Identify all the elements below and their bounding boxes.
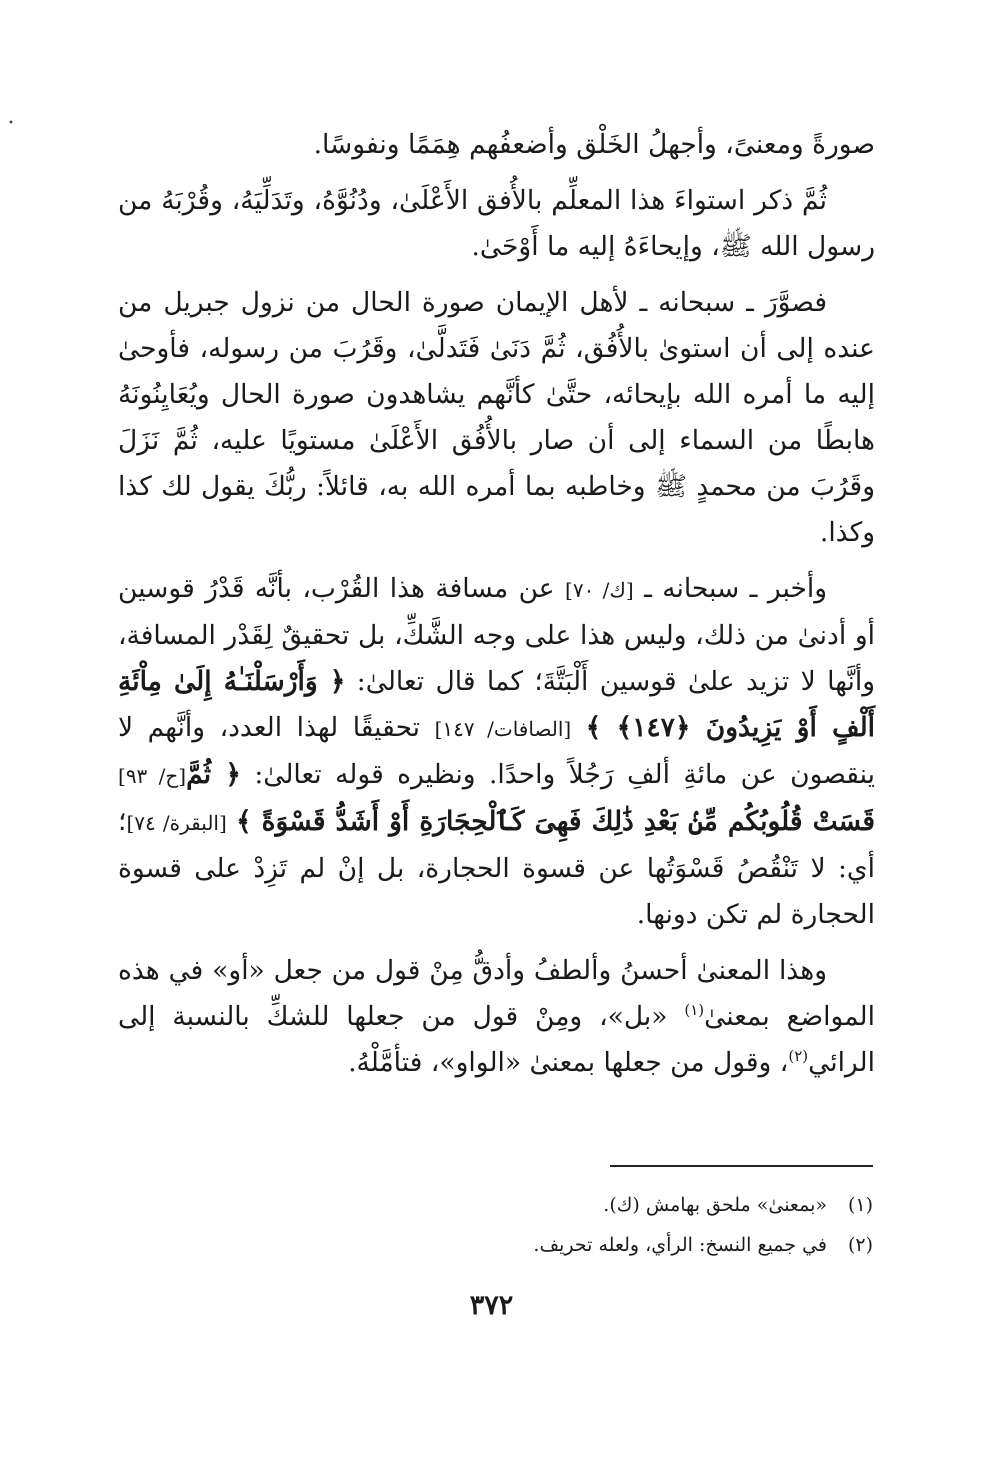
citation-ref: [ك/ ٧٠]	[565, 578, 634, 602]
margin-mark: •	[8, 118, 14, 129]
footnote-text: في جميع النسخ: الرأي، ولعله تحريف.	[533, 1234, 827, 1256]
text-run: تحقيقًا لهذا العدد، وأنَّهم لا ينقصون عن مائةِ ألفِ رَجُلاً واحدًا. ونظيره قوله تعالىٰ:	[118, 712, 876, 790]
footnote-marker: (٢)	[788, 1047, 809, 1066]
text-run: وأخبر ـ سبحانه ـ	[633, 573, 827, 604]
text-run: وهذا المعنىٰ أحسنُ وألطفُ وأدقُّ مِنْ قول من جعل «أو» في هذه المواضع بمعنىٰ	[118, 955, 875, 1032]
text-run: صورةً ومعنىً، وأجهلُ الخَلْق وأضعفُهم هِمَمًا ونفوسًا.	[313, 129, 875, 160]
footnote-text: «بمعنىٰ» ملحق بهامش (ك).	[603, 1194, 827, 1216]
citation-ref: [ح/ ٩٣]	[118, 764, 187, 788]
paragraph-2	[118, 178, 875, 270]
text-run: عن مسافة هذا القُرْب، بأنَّه قَدْرُ قوسين أو أدنىٰ من ذلك، وليس هذا على وجه الشَّكِّ، بل تحقيقٌ لِقَدْر المسافة، وأنَّها لا تزيد علىٰ قوسين أَلْبَتَّةَ؛ كما قال تعالىٰ:	[118, 573, 875, 697]
text-run: ثُمَّ ذكر استواءَ هذا المعلِّم بالأُفق الأَعْلَىٰ، ودُنُوَّهُ، وتَدَلِّيَهُ، وقُرْبَهُ من رسول الله ﷺ، وإيحاءَهُ إليه ما أَوْحَىٰ.	[118, 185, 875, 262]
footnote-1	[173, 1185, 873, 1225]
page-number: ٣٧٢	[469, 1290, 514, 1321]
quran-verse: ﴿ وَأَرْسَلْنَـٰهُ إِلَىٰ مِاْئَةِ أَلْفٍ أَوْ يَزِيدُونَ ﴿١٤٧﴾ ﴾	[118, 666, 876, 743]
footnote-number: (١)	[847, 1194, 873, 1216]
citation-ref: [الصافات/ ١٤٧]	[434, 717, 572, 741]
text-run	[227, 806, 236, 837]
paragraph-4	[118, 566, 875, 938]
paragraph-5	[118, 948, 875, 1086]
text-run: «بل»، ومِنْ قول من جعلها للشكِّ بالنسبة إلى الرائي	[118, 1001, 875, 1078]
footnote-number: (٢)	[847, 1234, 873, 1256]
text-run: فصوَّرَ ـ سبحانه ـ لأهل الإيمان صورة الحال من نزول جبريل من عنده إلى أن استوىٰ بالأُفُق، ثُمَّ دَنَىٰ فَتَدلَّىٰ، وقَرُبَ من رسوله، فأوحىٰ إليه ما أمره الله بإيحائه، حتَّىٰ كأنَّهم يشاهدون صورة الحال ويُعَايِنُونَهُ هابطًا من السماء إلى أن صار بالأُفُق الأَعْلَىٰ مستويًا عليه، ثُمَّ نَزَلَ وقَرُبَ من محمدٍ ﷺ وخاطبه بما أمره الله به، قائلاً: ربُّكَ يقول لك كذا وكذا.	[118, 287, 875, 548]
text-run	[571, 712, 586, 743]
paragraph-3	[118, 280, 875, 556]
quran-verse: ﴿ ثُمَّ	[186, 759, 241, 790]
paragraph-1	[118, 122, 875, 168]
quran-verse: قَسَتْ قُلُوبُكُم مِّنۢ بَعْدِ ذَٰلِكَ فَهِىَ كَٱلْحِجَارَةِ أَوْ أَشَدُّ قَسْوَةً ﴾	[236, 806, 875, 837]
footnote-2	[173, 1225, 873, 1265]
citation-ref: [البقرة/ ٧٤]	[126, 811, 227, 835]
text-run: ، وقول من جعلها بمعنىٰ «الواو»، فتأمَّلْهُ.	[348, 1047, 789, 1078]
footnote-separator	[610, 1165, 873, 1167]
main-text	[118, 122, 875, 1086]
text-run: ؛ أي: لا تَنْقُصُ قَسْوَتُها عن قسوة الحجارة، بل إنْ لم تَزِدْ على قسوة الحجارة لم تكن دونها.	[118, 806, 875, 930]
footnote-marker: (١)	[684, 1001, 705, 1020]
footnotes	[173, 1185, 873, 1265]
